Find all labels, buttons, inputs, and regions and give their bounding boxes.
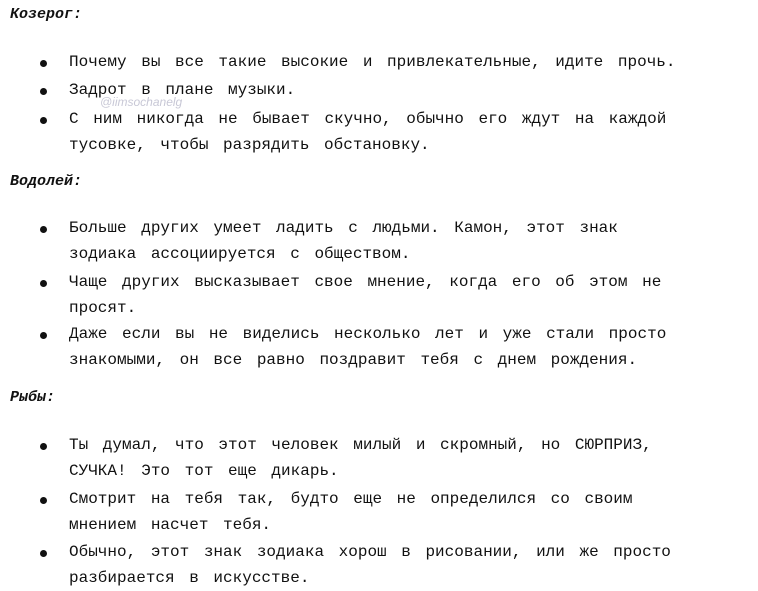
list-item-line: Обычно, этот знак зодиака хорош в рисовании, или же просто: [69, 543, 671, 561]
section-heading-aquarius: Водолей:: [10, 173, 83, 190]
list-item-line: тусовке, чтобы разрядить обстановку.: [69, 136, 430, 154]
list-item-line: просят.: [69, 299, 137, 317]
bullet-icon: [40, 226, 47, 233]
list-item-line: Больше других умеет ладить с людьми. Камон, этот знак: [69, 219, 618, 237]
bullet-icon: [40, 117, 47, 124]
list-item-text: [69, 269, 749, 321]
watermark-text: @iimsochanelg: [100, 95, 183, 109]
list-item-text: [69, 215, 749, 267]
bullet-icon: [40, 443, 47, 450]
list-item-line: знакомыми, он все равно поздравит тебя с днем рождения.: [69, 351, 638, 369]
list-item-line: СУЧКА! Это тот еще дикарь.: [69, 462, 339, 480]
list-item-line: С ним никогда не бывает скучно, обычно его ждут на каждой: [69, 110, 667, 128]
list-item-text: [69, 106, 749, 158]
list-item-line: Почему вы все такие высокие и привлекательные, идите прочь.: [69, 53, 676, 71]
bullet-icon: [40, 550, 47, 557]
list-item-line: Ты думал, что этот человек милый и скромный, но СЮРПРИЗ,: [69, 436, 652, 454]
list-item-line: Даже если вы не виделись несколько лет и уже стали просто: [69, 325, 667, 343]
list-item-text: [69, 432, 749, 484]
list-item-text: [69, 486, 749, 538]
bullet-icon: [40, 88, 47, 95]
list-item-line: разбирается в искусстве.: [69, 569, 310, 587]
list-item-text: [69, 49, 749, 75]
bullet-icon: [40, 280, 47, 287]
list-item-line: зодиака ассоциируется с обществом.: [69, 245, 411, 263]
bullet-icon: [40, 332, 47, 339]
list-item-line: Смотрит на тебя так, будто еще не определился со своим: [69, 490, 633, 508]
list-item-text: [69, 539, 749, 591]
list-item-line: Задрот в плане музыки.: [69, 81, 296, 99]
bullet-icon: [40, 497, 47, 504]
list-item-text: [69, 77, 749, 103]
section-heading-capricorn: Козерог:: [10, 6, 83, 23]
bullet-icon: [40, 60, 47, 67]
list-item-text: [69, 321, 749, 373]
list-item-line: Чаще других высказывает свое мнение, когда его об этом не: [69, 273, 662, 291]
section-heading-pisces: Рыбы:: [10, 389, 56, 406]
list-item-line: мнением насчет тебя.: [69, 516, 272, 534]
